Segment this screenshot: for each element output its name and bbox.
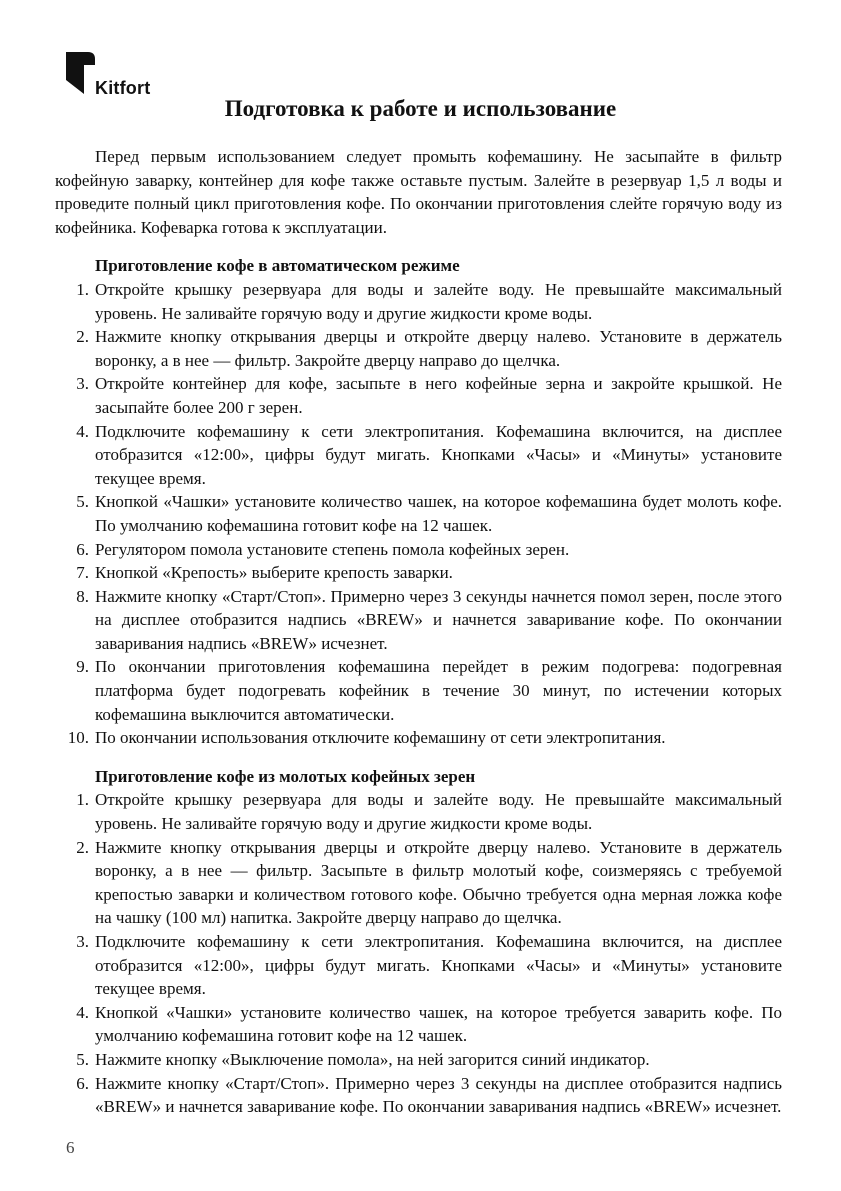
step-number: 5. <box>76 1049 89 1069</box>
step-text: Подключите кофемашину к сети электропитания. Кофемашина включится, на дисплее отобразится «12:00», цифры будут мигать. Кнопками «Часы» и «Минуты» установите текущее время. <box>95 932 782 999</box>
step-text: Нажмите кнопку «Старт/Стоп». Примерно через 3 секунды на дисплее отобразится надпись «BREW» и начнется заваривание кофе. По окончании заваривания надпись «BREW» исчезнет. <box>95 1073 782 1117</box>
step-text: Откройте крышку резервуара для воды и залейте воду. Не превышайте максимальный уровень. Не заливайте горячую воду и другие жидкости кроме воды. <box>95 790 782 834</box>
list-item <box>55 726 782 750</box>
step-text: Нажмите кнопку «Старт/Стоп». Примерно через 3 секунды начнется помол зерен, после этого на дисплее отобразится надпись «BREW» и начнется заваривание кофе. По окончании заваривания надпись «BREW» исчезнет. <box>95 586 782 653</box>
list-item <box>55 1072 782 1119</box>
step-number: 2. <box>76 327 89 347</box>
document-body <box>55 145 782 1119</box>
logo-text: Kitfort <box>95 78 151 98</box>
step-text: По окончании приготовления кофемашина перейдет в режим подогрева: подогревная платформа будет подогревать кофейник в течение 30 минут, по истечении которых кофемашина выключится автоматически. <box>95 657 782 724</box>
page-title: Подготовка к работе и использование <box>224 96 617 121</box>
step-text: По окончании использования отключите кофемашину от сети электропитания. <box>95 728 666 748</box>
step-text: Кнопкой «Крепость» выберите крепость заварки. <box>95 563 453 583</box>
step-number: 10. <box>67 728 89 748</box>
step-number: 9. <box>76 657 89 677</box>
intro-paragraph: Перед первым использованием следует промыть кофемашину. Не засыпайте в фильтр кофейную заварку, контейнер для кофе также оставьте пустым. Залейте в резервуар 1,5 л воды и проведите полный цикл приготовления кофе. По окончании приготовления слейте горячую воду из кофейника. Кофеварка готова к эксплуатации. <box>55 147 782 237</box>
list-item <box>55 278 782 325</box>
step-number: 6. <box>76 1073 89 1093</box>
step-number: 6. <box>76 539 89 559</box>
step-text: Нажмите кнопку открывания дверцы и откройте дверцу налево. Установите в держатель воронку, а в нее — фильтр. Засыпьте в фильтр молотый кофе, соизмеряясь с требуемой крепостью заварки и количеством готового кофе. Обычно требуется одна мерная ложка кофе на чашку (100 мл) напитка. Закройте дверцу направо до щелчка. <box>95 837 782 928</box>
list-item <box>55 585 782 656</box>
step-number: 3. <box>76 932 89 951</box>
list-item <box>55 538 782 562</box>
list-item <box>55 836 782 930</box>
step-number: 1. <box>76 790 89 810</box>
ground-coffee-steps <box>55 788 782 1118</box>
brand-logo <box>66 52 176 98</box>
step-text: Нажмите кнопку «Выключение помола», на ней загорится синий индикатор. <box>95 1049 650 1069</box>
step-number: 5. <box>76 492 89 512</box>
list-item <box>55 325 782 372</box>
list-item <box>55 420 782 491</box>
section-heading-ground: Приготовление кофе из молотых кофейных зерен <box>95 766 476 786</box>
step-text: Откройте крышку резервуара для воды и залейте воду. Не превышайте максимальный уровень. Не заливайте горячую воду и другие жидкости кроме воды. <box>95 279 782 323</box>
list-item <box>55 655 782 726</box>
kitfort-logo-icon <box>66 52 96 94</box>
step-text: Кнопкой «Чашки» установите количество чашек, на которое кофемашина будет молоть кофе. По умолчанию кофемашина готовит кофе на 12 чашек. <box>95 492 782 535</box>
list-item <box>55 930 782 1001</box>
step-number: 8. <box>76 586 89 606</box>
step-text: Подключите кофемашину к сети электропитания. Кофемашина включится, на дисплее отобразится «12:00», цифры будут мигать. Кнопками «Часы» и «Минуты» установите текущее время. <box>95 421 782 488</box>
step-number: 4. <box>76 1002 89 1022</box>
step-number: 2. <box>76 837 89 857</box>
auto-mode-steps <box>55 278 782 750</box>
step-text: Откройте контейнер для кофе, засыпьте в него кофейные зерна и закройте крышкой. Не засыпайте более 200 г зерен. <box>95 374 782 417</box>
step-number: 3. <box>76 374 89 394</box>
list-item <box>55 1048 782 1072</box>
step-text: Нажмите кнопку открывания дверцы и откройте дверцу налево. Установите в держатель воронку, а в нее — фильтр. Закройте дверцу направо до щелчка. <box>95 327 782 370</box>
list-item <box>55 1001 782 1048</box>
step-text: Регулятором помола установите степень помола кофейных зерен. <box>95 539 570 559</box>
step-number: 7. <box>76 563 89 583</box>
step-number: 4. <box>76 421 89 441</box>
step-number: 1. <box>76 279 89 299</box>
list-item <box>55 372 782 419</box>
list-item <box>55 561 782 585</box>
list-item <box>55 788 782 835</box>
list-item <box>55 490 782 537</box>
page-number: 6 <box>66 1138 75 1157</box>
step-text: Кнопкой «Чашки» установите количество чашек, на которое требуется заварить кофе. По умолчанию кофемашина готовит кофе на 12 чашек. <box>95 1002 782 1046</box>
section-heading-auto: Приготовление кофе в автоматическом режиме <box>95 256 460 276</box>
